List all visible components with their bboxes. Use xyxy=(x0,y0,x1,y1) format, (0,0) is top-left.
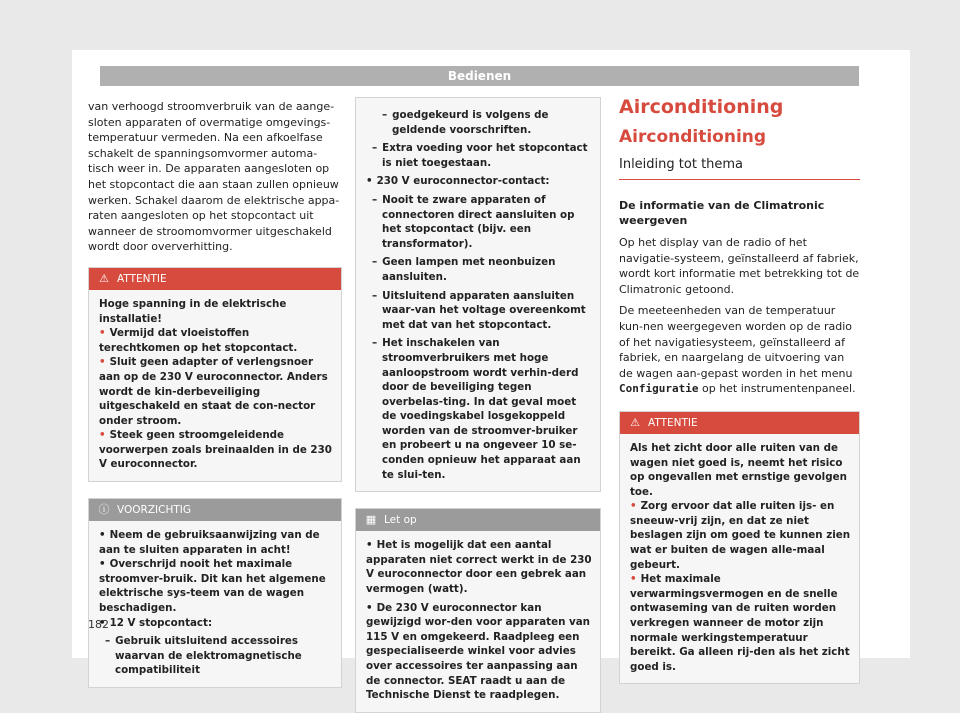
note-label: Let op xyxy=(384,514,417,527)
warning-lead: Hoge spanning in de elektrische installatie! xyxy=(99,297,287,325)
warning-box xyxy=(619,411,860,685)
warning-header xyxy=(620,412,859,434)
caution-continued-body xyxy=(356,106,600,491)
warning-header xyxy=(89,268,341,290)
warning-item: • Het maximale verwarmingsvermogen en de snelle ontwaseming van de ruiten worden verkregen wanneer de motor zijn normale werkingstemperatuur bereikt. Ga alleen rij-den als het zicht goed is. xyxy=(630,572,851,674)
note-box xyxy=(355,508,601,713)
caution-box-continued xyxy=(355,97,601,492)
caution-item: • Overschrijd nooit het maximale stroomver-bruik. Dit kan het algemene elektrische sys-teem van de wagen beschadigen. xyxy=(99,557,333,615)
caution-item: • Neem de gebruiksaanwijzing van de aan te sluiten apparaten in acht! xyxy=(99,528,333,557)
intro-paragraph: van verhoogd stroomverbruik van de aange-sloten apparaten of overmatige omgevings-temperatuur vermeden. Na een afkoelfase schakelt de spanningsomvormer automa-tisch weer in. De apparaten aangesloten op het stopcontact die aan staan zullen opnieuw werken. Schakel daarom de elektrische appa-raten aangesloten op het stopcontact uit wanneer de stroomomvormer uitgeschakeld wordt door oververhitting. xyxy=(88,100,340,254)
caution-item: • 230 V euroconnector-contact: xyxy=(366,174,592,189)
caution-continued-intro: – goedgekeurd is volgens de geldende voorschriften. xyxy=(366,108,592,137)
note-item: • Het is mogelijk dat een aantal apparaten niet correct werkt in de 230 V euroconnector door een gebrek aan vermogen (watt). xyxy=(366,538,592,596)
column-left xyxy=(88,99,342,688)
paragraph: Op het display van de radio of het navigatie-systeem, geïnstalleerd af fabriek, wordt kort informatie met betrekking tot de Climatronic getoond. xyxy=(619,235,860,296)
caution-label: VOORZICHTIG xyxy=(117,504,191,517)
note-item: • De 230 V euroconnector kan gewijzigd wor-den voor apparaten van 115 V en omgekeerd. Raadpleeg een gespecialiseerde winkel voor advies over accessoires ter aanpassing aan de connector. SEAT raadt u aan de Technische Dienst te raadplegen. xyxy=(366,601,592,703)
warning-lead: Als het zicht door alle ruiten van de wagen niet goed is, neemt het risico op ongevallen met ernstige gevolgen toe. xyxy=(630,441,847,498)
note-header xyxy=(356,509,600,531)
page-number: 182 xyxy=(88,618,109,631)
warning-triangle-icon: ⚠ xyxy=(99,271,109,285)
warning-item: • Vermijd dat vloeistoffen terechtkomen op het stopcontact. xyxy=(99,326,333,355)
info-circle-icon: ⓘ xyxy=(98,503,110,517)
warning-body xyxy=(89,290,341,481)
caution-item: • 12 V stopcontact: xyxy=(99,616,333,631)
warning-label: ATTENTIE xyxy=(117,272,167,285)
subheading: De informatie van de Climatronic weergeven xyxy=(619,198,825,228)
warning-triangle-icon: ⚠ xyxy=(630,415,640,429)
column-middle xyxy=(355,97,601,713)
section-title: Airconditioning xyxy=(619,126,767,147)
caution-subitem: – Extra voeding voor het stopcontact is niet toegestaan. xyxy=(366,141,592,170)
caution-subitem: – Het inschakelen van stroomverbruikers met hoge aanloopstroom wordt verhin-derd door de beveiliging tegen overbelas-ting. In dat geval moet de voedingskabel losgekoppeld worden van de stroomver-bruiker en probeert u na ongeveer 10 se-conden opnieuw het apparaat aan te slui-ten. xyxy=(366,336,592,482)
caution-subitem: – Nooit te zware apparaten of connectoren direct aansluiten op het stopcontact (bijv. een transformator). xyxy=(366,193,592,251)
warning-box xyxy=(88,267,342,482)
warning-item: • Sluit geen adapter of verlengsnoer aan op de 230 V euroconnector. Anders wordt de kin-derbeveiliging uitgeschakeld en staat de con-nector onder stroom. xyxy=(99,355,333,428)
caution-body xyxy=(89,521,341,687)
caution-subitem: – Uitsluitend apparaten aansluiten waar-van het voltage overeenkomt met dat van het stopcontact. xyxy=(366,289,592,333)
column-right xyxy=(619,97,860,684)
warning-body xyxy=(620,434,859,684)
paragraph: De meeteenheden van de temperatuur kun-nen weergegeven worden op de radio of het navigatiesysteem, geïnstalleerd af fabriek, en naargelang de uitvoering van de wagen aan-gepast worden in het menu Configuratie op het instrumentenpaneel. xyxy=(619,304,856,396)
topic-title xyxy=(619,157,860,180)
warning-item: • Steek geen stroomgeleidende voorwerpen zoals breinaalden in de 230 V euroconnector. xyxy=(99,428,333,472)
caution-subitem: – Geen lampen met neonbuizen aansluiten. xyxy=(366,255,592,284)
caution-header xyxy=(89,499,341,521)
caution-box xyxy=(88,498,342,688)
note-icon: ▦ xyxy=(365,513,377,527)
topic-title-text: Inleiding tot thema xyxy=(619,157,744,173)
warning-label: ATTENTIE xyxy=(648,416,698,429)
page-header: Bedienen xyxy=(100,66,859,86)
note-body xyxy=(356,531,600,712)
caution-subitem: – Gebruik uitsluitend accessoires waarvan de elektromagnetische compatibiliteit xyxy=(99,634,333,678)
menu-name: Configuratie xyxy=(619,382,699,396)
warning-item: • Zorg ervoor dat alle ruiten ijs- en sneeuw-vrij zijn, en dat ze niet beslagen zijn om goed te kunnen zien wat er buiten de wagen alle-maal gebeurt. xyxy=(630,499,851,572)
chapter-title: Airconditioning xyxy=(619,96,784,118)
